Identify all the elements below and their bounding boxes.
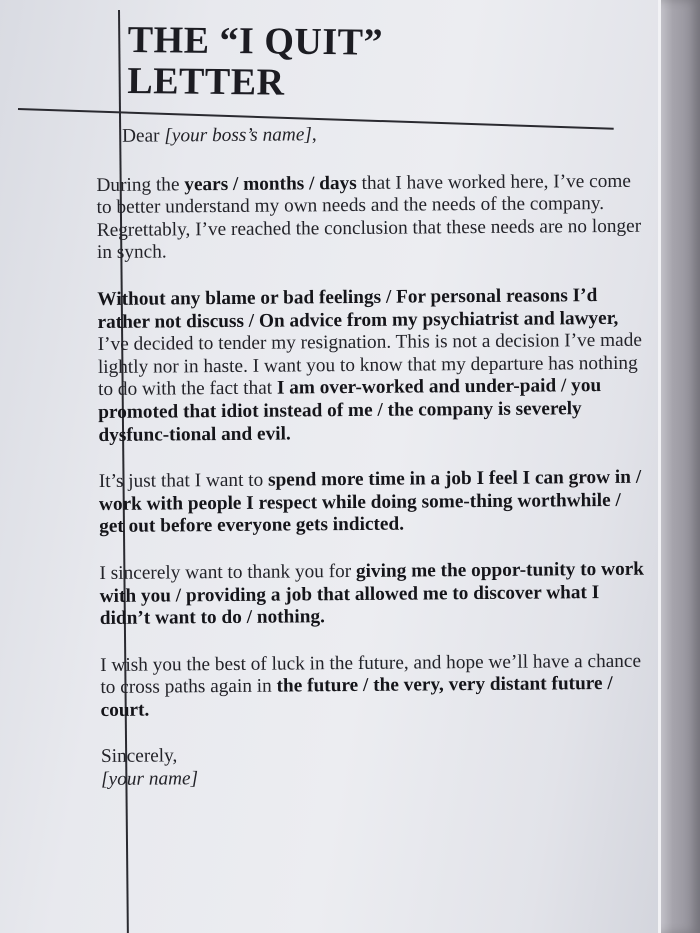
paragraph-2-text-1: I’ve decided to tender my resignation. This is not a decision I’ve made lightly nor in haste. I want you to know that my departure has nothing to do with the fact that <box>97 329 642 401</box>
signoff: Sincerely, <box>100 745 178 768</box>
paragraph-5-options: the future / the very, very distant future / court. <box>100 673 613 721</box>
letter-body <box>96 122 649 816</box>
paragraph-5 <box>100 650 649 722</box>
paragraph-3-options: spend more time in a job I feel I can grow in / work with people I respect while doing some-thing worthwhile / get out before everyone gets indicted. <box>98 466 642 538</box>
paragraph-5-text-1: I wish you the best of luck in the future, and hope we’ll have a chance to cross paths again in <box>100 650 642 699</box>
boss-name-placeholder: [your boss’s name] <box>164 124 312 147</box>
salutation-prefix: Dear <box>121 125 165 147</box>
title-line-1: THE “I QUIT” <box>127 19 384 64</box>
paragraph-4 <box>99 559 648 631</box>
title-line-2: LETTER <box>127 59 285 104</box>
paragraph-1-text-2: that I have worked here, I’ve come to better understand my own needs and the needs of the company. Regrettably, I’ve reached the conclusion that these needs are no longer in synch. <box>96 170 642 264</box>
salutation <box>122 122 644 149</box>
paragraph-2-options-1: Without any blame or bad feelings / For personal reasons I’d rather not discuss / On advice from my psychiatrist and lawyer, <box>97 285 619 333</box>
paragraph-1 <box>96 170 645 265</box>
paragraph-3 <box>99 467 648 539</box>
paragraph-1-options: years / months / days <box>184 172 357 195</box>
closing <box>101 742 649 791</box>
paragraph-1-text-1: During the <box>96 173 185 196</box>
paragraph-3-text-1: It’s just that I want to <box>98 469 269 493</box>
paragraph-2 <box>97 285 646 447</box>
paragraph-4-text-1: I sincerely want to thank you for <box>99 560 357 584</box>
next-page-edge <box>658 0 700 933</box>
paragraph-4-options: giving me the oppor-tunity to work with you / providing a job that allowed me to discover what I didn’t want to do / nothing. <box>99 558 645 630</box>
page-title <box>127 20 383 105</box>
salutation-suffix: , <box>311 124 317 146</box>
your-name-placeholder: [your name] <box>101 768 199 791</box>
paragraph-2-options-2: I am over-worked and under-paid / you promoted that idiot instead of me / the company is severely dysfunc-tional and evil. <box>98 375 602 446</box>
